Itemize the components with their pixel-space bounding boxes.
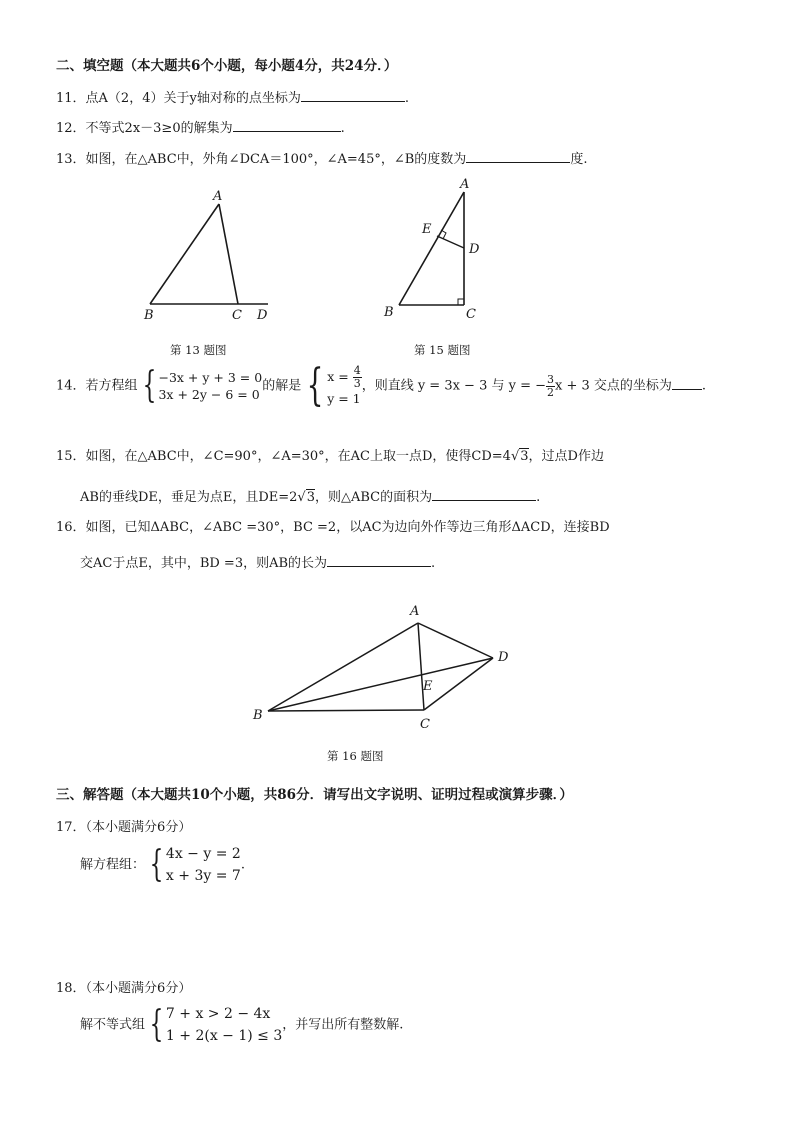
question-number: 16．	[56, 520, 86, 535]
brace-icon: {	[306, 360, 324, 411]
sqrt-value: 3	[520, 449, 529, 464]
sqrt-icon: √	[297, 490, 306, 505]
period: .	[536, 490, 541, 505]
brace-icon: {	[142, 365, 156, 406]
question-number: 15．	[56, 449, 86, 464]
question-number: 14．	[56, 378, 86, 394]
figure-16-caption: 第 16 题图	[327, 749, 384, 763]
fraction-denominator: 3	[353, 377, 361, 390]
question-16-line-1	[56, 516, 610, 535]
equation-system	[158, 369, 262, 403]
figure-15	[380, 175, 490, 325]
question-number: 17．	[56, 820, 86, 835]
question-number: 11．	[56, 91, 86, 106]
vertex-label-d: D	[469, 242, 480, 257]
fraction-denominator: 2	[547, 385, 555, 399]
score-note: （本小题满分6分）	[85, 981, 192, 996]
answer-blank[interactable]	[301, 87, 405, 102]
question-text: ，过点D作边	[528, 449, 604, 464]
inequality-2: 1 + 2(x − 1) ≤ 3	[165, 1028, 283, 1044]
question-text: 如图，已知ΔABC，∠ABC =30°，BC =2，以AC为边向外作等边三角形ΔACD，连接BD	[85, 520, 610, 535]
answer-blank[interactable]	[327, 552, 431, 567]
vertex-label-d: D	[498, 650, 509, 665]
vertex-label-c: C	[420, 717, 430, 732]
question-17-header	[56, 816, 191, 835]
solution-x: x =	[327, 369, 349, 384]
question-text: 的解是	[262, 378, 302, 394]
question-11	[56, 87, 409, 106]
figure-16	[248, 598, 528, 738]
vertex-label-b: B	[253, 708, 263, 723]
vertex-label-a: A	[410, 604, 420, 619]
question-text: ，则直线 y = 3x − 3 与 y = −	[361, 378, 547, 394]
answer-blank[interactable]	[466, 148, 570, 163]
question-text: 解方程组：	[80, 857, 146, 873]
question-text: ，则△ABC的面积为	[315, 490, 433, 505]
period: .	[404, 91, 409, 106]
vertex-label-a: A	[460, 177, 470, 192]
sqrt-value: 3	[306, 490, 315, 505]
period: .	[431, 556, 436, 571]
answer-blank[interactable]	[672, 375, 702, 390]
vertex-label-d: D	[257, 308, 268, 323]
question-13	[56, 148, 587, 167]
question-text: 若方程组	[85, 378, 138, 394]
fraction-numerator: 3	[547, 372, 555, 386]
question-text: 不等式2x－3≥0的解集为	[85, 121, 233, 136]
period: .	[340, 121, 345, 136]
brace-icon: {	[149, 1004, 164, 1045]
vertex-label-e: E	[422, 222, 432, 237]
question-number: 12．	[56, 121, 86, 136]
question-text: ，并写出所有整数解.	[282, 1017, 404, 1033]
equation-1: 4x − y = 2	[165, 846, 241, 862]
brace-icon: {	[149, 844, 164, 885]
equation-system	[166, 843, 241, 887]
vertex-label-b: B	[144, 308, 154, 323]
answer-blank[interactable]	[432, 486, 536, 501]
question-text: x + 3 交点的坐标为	[555, 378, 672, 394]
figure-13-caption: 第 13 题图	[170, 343, 227, 357]
question-text: 点A（2，4）关于y轴对称的点坐标为	[85, 91, 301, 106]
period: .	[701, 378, 707, 394]
section-3-heading: 三、解答题（本大题共10个小题，共86分．请写出文字说明、证明过程或演算步骤．）	[56, 787, 573, 803]
vertex-label-e: E	[423, 679, 433, 694]
inequality-1: 7 + x > 2 − 4x	[165, 1006, 271, 1022]
sqrt-icon: √	[510, 449, 520, 464]
question-18-header	[56, 977, 191, 996]
equation-2: x + 3y = 7	[165, 868, 241, 884]
vertex-label-b: B	[384, 305, 394, 320]
figure-13	[140, 185, 280, 330]
question-15-line-2	[80, 486, 540, 505]
equation-2: 3x + 2y − 6 = 0	[158, 387, 260, 402]
question-18-body	[80, 1003, 403, 1047]
unit: 度.	[570, 152, 588, 167]
period: .	[240, 857, 245, 873]
question-16-line-2	[80, 552, 435, 571]
vertex-label-a: A	[213, 189, 223, 204]
solution-y: y = 1	[327, 391, 361, 406]
question-number: 18．	[56, 981, 86, 996]
vertex-label-c: C	[466, 307, 476, 322]
score-note: （本小题满分6分）	[85, 820, 192, 835]
answer-blank[interactable]	[233, 117, 341, 132]
question-15-line-1	[56, 445, 604, 464]
question-12	[56, 117, 345, 136]
question-number: 13．	[56, 152, 86, 167]
section-2-heading: 二、填空题（本大题共6个小题，每小题4分，共24分．）	[56, 58, 398, 74]
question-text: 解不等式组	[80, 1017, 146, 1033]
question-text: 如图，在△ABC中，∠C=90°，∠A=30°，在AC上取一点D，使得CD=4	[85, 449, 511, 464]
inequality-system	[166, 1003, 282, 1047]
vertex-label-c: C	[232, 308, 242, 323]
question-17-body	[80, 843, 245, 887]
figure-15-caption: 第 15 题图	[414, 343, 471, 357]
equation-1: −3x + y + 3 = 0	[158, 370, 263, 385]
fraction-numerator: 4	[353, 364, 361, 377]
question-text: AB的垂线DE，垂足为点E，且DE=2	[80, 490, 298, 505]
question-text: 交AC于点E，其中，BD =3，则AB的长为	[80, 556, 328, 571]
solution-system	[327, 365, 361, 407]
question-text: 如图，在△ABC中，外角∠DCA＝100°，∠A=45°，∠B的度数为	[85, 152, 467, 167]
question-14	[56, 360, 707, 411]
